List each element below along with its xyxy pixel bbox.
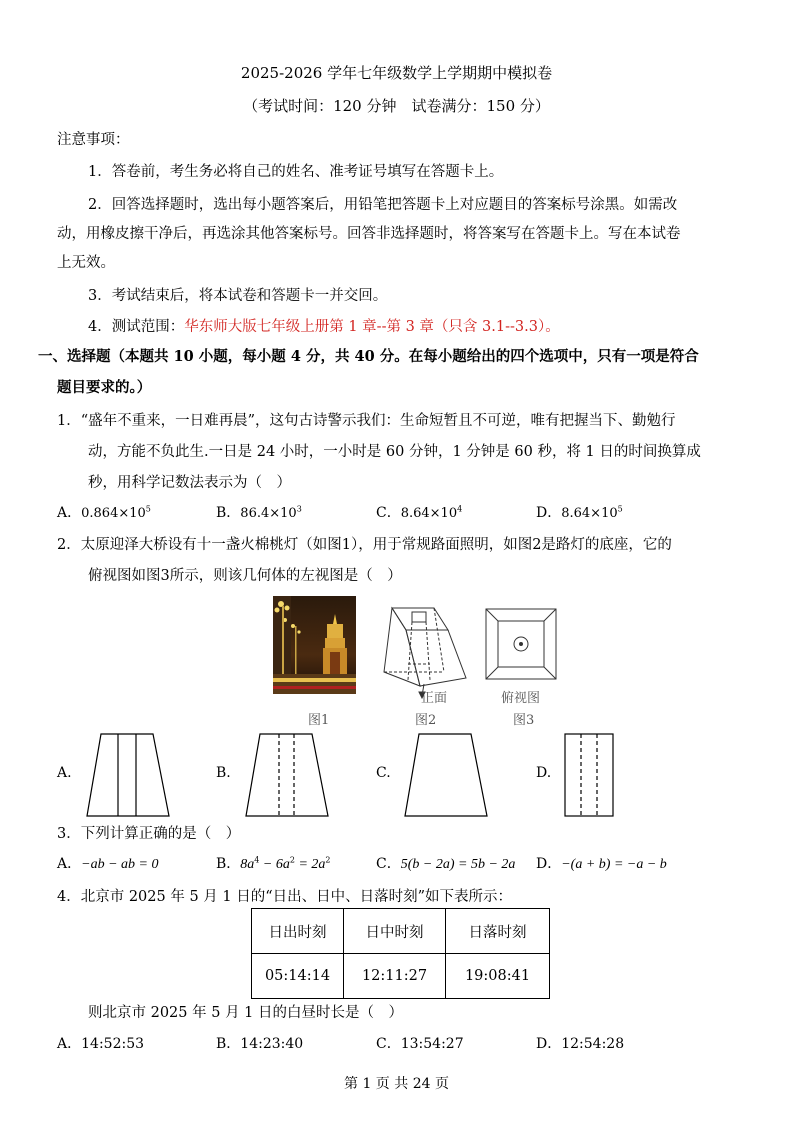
table-header-cell: 日落时刻 bbox=[446, 909, 550, 954]
exam-title: 2025-2026 学年七年级数学上学期期中模拟卷 bbox=[240, 64, 553, 82]
q2-line-1: 2．太原迎泽大桥设有十一盏火棉桃灯（如图1），用于常规路面照明，如图2是路灯的底座，它的 bbox=[57, 537, 672, 553]
note-3: 3．考试结束后，将本试卷和答题卡一并交回。 bbox=[88, 288, 388, 304]
q2-option-c-figure bbox=[403, 732, 489, 818]
table-header-row bbox=[252, 909, 550, 954]
sun-times-table bbox=[251, 908, 550, 999]
figure-2-front-label: 正面 bbox=[421, 691, 448, 706]
note-2-line-3: 上无效。 bbox=[57, 255, 115, 271]
q4-option-d: D．12:54:28 bbox=[536, 1036, 625, 1052]
table-cell: 05:14:14 bbox=[252, 954, 344, 999]
figure-1-photo bbox=[273, 596, 356, 694]
note-4-prefix: 4．测试范围： bbox=[88, 319, 185, 335]
exam-subtitle: （考试时间：120 分钟 试卷满分：150 分） bbox=[243, 97, 550, 115]
q2-option-b-letter: B. bbox=[216, 765, 231, 781]
q3-option-a: A．−ab − ab = 0 bbox=[57, 856, 159, 872]
q1-option-d: D．$8.64\times 10^5$ bbox=[536, 504, 623, 521]
q2-option-d-figure bbox=[563, 732, 615, 818]
q3-stem: 3．下列计算正确的是（ ） bbox=[57, 826, 241, 842]
q4-option-c: C．13:54:27 bbox=[376, 1036, 464, 1052]
q2-option-c-letter: C. bbox=[376, 765, 391, 781]
q1-line-1: 1．“盛年不重来，一日难再晨”，这句古诗警示我们：生命短暂且不可逆，唯有把握当下、勤勉行 bbox=[57, 413, 676, 429]
figure-3-caption: 图3 bbox=[513, 713, 535, 728]
figure-3-top-view bbox=[485, 608, 557, 680]
section-1-heading-line-1: 一、选择题（本题共 10 小题，每小题 4 分，共 40 分。在每小题给出的四个选项中，只有一项是符合 bbox=[38, 348, 699, 365]
table-header-cell: 日出时刻 bbox=[252, 909, 344, 954]
q2-option-d-letter: D. bbox=[536, 765, 552, 781]
figure-3-label: 俯视图 bbox=[501, 691, 541, 706]
table-row bbox=[252, 954, 550, 999]
q4-question: 则北京市 2025 年 5 月 1 日的白昼时长是（ ） bbox=[88, 1005, 404, 1021]
table-header-cell: 日中时刻 bbox=[344, 909, 446, 954]
q2-option-a-figure bbox=[85, 732, 171, 818]
note-2-line-2: 动，用橡皮擦干净后，再选涂其他答案标号。回答非选择题时，将答案写在答题卡上。写在本试卷 bbox=[57, 226, 681, 242]
q3-option-b: B．$8a^4 - 6a^2 = 2a^2$ bbox=[216, 855, 331, 872]
page-footer: 第 1 页 共 24 页 bbox=[344, 1076, 449, 1092]
notes-heading: 注意事项： bbox=[57, 132, 130, 148]
q1-option-b: B．$86.4\times 10^3$ bbox=[216, 504, 302, 521]
q3-option-d: D．−(a + b) = −a − b bbox=[536, 856, 667, 872]
q1-line-2: 动，方能不负此生.一日是 24 小时，一小时是 60 分钟，1 分钟是 60 秒，将 1 日的时间换算成 bbox=[88, 444, 701, 460]
q2-option-a-letter: A. bbox=[57, 765, 72, 781]
figure-2-caption: 图2 bbox=[415, 713, 437, 728]
section-1-heading-line-2: 题目要求的。） bbox=[57, 379, 152, 396]
figure-2-frustum bbox=[378, 600, 468, 700]
q2-option-b-figure bbox=[244, 732, 330, 818]
q1-line-3: 秒，用科学记数法表示为（ ） bbox=[88, 475, 291, 491]
table-cell: 12:11:27 bbox=[344, 954, 446, 999]
note-4-range: 华东师大版七年级上册第 1 章--第 3 章（只含 3.1--3.3）。 bbox=[184, 319, 560, 335]
q4-stem: 4．北京市 2025 年 5 月 1 日的“日出、日中、日落时刻”如下表所示： bbox=[57, 889, 513, 905]
table-cell: 19:08:41 bbox=[446, 954, 550, 999]
note-1: 1．答卷前，考生务必将自己的姓名、准考证号填写在答题卡上。 bbox=[88, 164, 504, 180]
q2-line-2: 俯视图如图3所示，则该几何体的左视图是（ ） bbox=[88, 568, 402, 584]
figure-1-caption: 图1 bbox=[308, 713, 330, 728]
note-4 bbox=[88, 315, 560, 336]
note-2-line-1: 2．回答选择题时，选出每小题答案后，用铅笔把答题卡上对应题目的答案标号涂黑。如需改 bbox=[88, 197, 678, 213]
q4-option-b: B．14:23:40 bbox=[216, 1036, 304, 1052]
q4-option-a: A．14:52:53 bbox=[57, 1036, 145, 1052]
q1-option-a: A．$0.864\times 10^5$ bbox=[57, 504, 151, 521]
q3-option-c: C．5(b − 2a) = 5b − 2a bbox=[376, 856, 516, 872]
q1-option-c: C．$8.64\times 10^4$ bbox=[376, 504, 463, 521]
